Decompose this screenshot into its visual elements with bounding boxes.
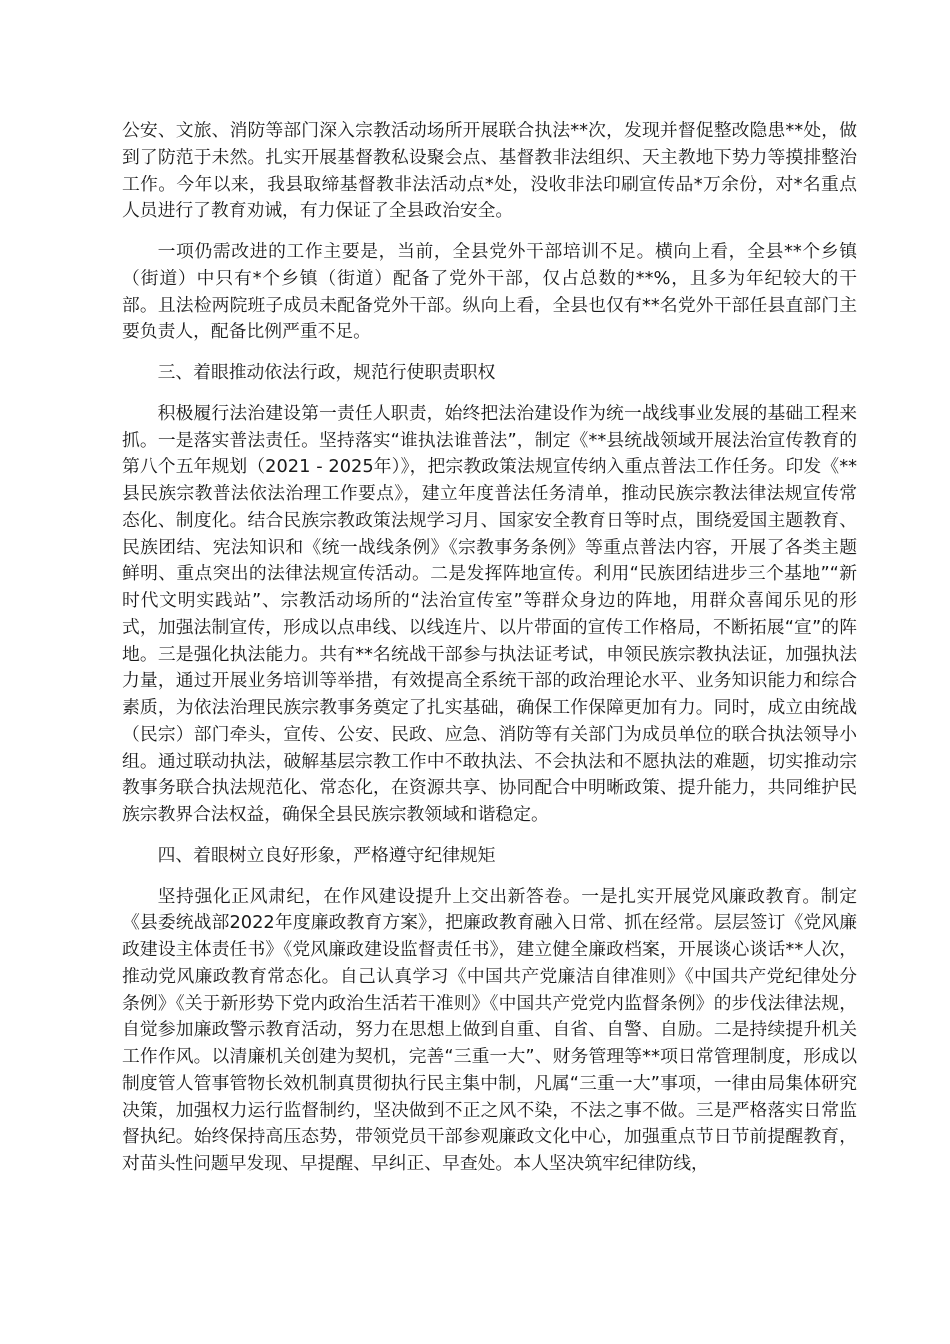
section-heading: 三、着眼推动依法行政，规范行使职责职权 — [157, 362, 496, 383]
body-paragraph: 一项仍需改进的工作主要是，当前，全县党外干部培训不足。横向上看，全县**个乡镇（街道）中只有*个乡镇（街道）配备了党外干部，仅占总数的**%，且多为年纪较大的干部。且法检两院班子成员未配备党外干部。纵向上看，全县也仅有**名党外干部任县直部门主要负责人，配备比例严重不足。 — [122, 241, 857, 343]
section-heading: 四、着眼树立良好形象，严格遵守纪律规矩 — [157, 844, 496, 866]
body-paragraph: 公安、文旅、消防等部门深入宗教活动场所开展联合执法**次，发现并督促整改隐患**处，做到了防范于未然。扎实开展基督教私设聚会点、基督教非法组织、天主教地下势力等摸排整治工作。今年以来，我县取缔基督教非法活动点*处，没收非法印刷宣传品*万余份，对*名重点人员进行了教育劝诫，有力保证了全县政治安全。 — [122, 120, 857, 222]
body-paragraph: 积极履行法治建设第一责任人职责，始终把法治建设作为统一战线事业发展的基础工程来抓。一是落实普法责任。坚持落实“谁执法谁普法”，制定《**县统战领域开展法治宣传教育的第八个五年规划（2021 - 2025年）》，把宗教政策法规宣传纳入重点普法工作任务。印发《**县民族宗教普法依法治理工作要点》，建立年度普法任务清单，推动民族宗教法律法规宣传常态化、制度化。结合民族宗教政策法规学习月、国家安全教育日等时点，围绕爱国主题教育、民族团结、宪法知识和《统一战线条例》《宗教事务条例》等重点普法内容，开展了各类主题鲜明、重点突出的法律法规宣传活动。二是发挥阵地宣传。利用“民族团结进步三个基地”“新时代文明实践站”、宗教活动场所的“法治宣传室”等群众身边的阵地，用群众喜闻乐见的形式，加强法制宣传，形成以点串线、以线连片、以片带面的宣传工作格局，不断拓展“宣”的阵地。三是强化执法能力。共有**名统战干部参与执法证考试，申领民族宗教执法证，加强执法力量，通过开展业务培训等举措，有效提高全系统干部的政治理论水平、业务知识能力和综合素质，为依法治理民族宗教事务奠定了扎实基础，确保工作保障更加有力。同时，成立由统战（民宗）部门牵头，宣传、公安、民政、应急、消防等有关部门为成员单位的联合执法领导小组。通过联动执法，破解基层宗教工作中不敢执法、不会执法和不愿执法的难题，切实推动宗教事务联合执法规范化、常态化，在资源共享、协同配合中明晰政策、提升能力，共同维护民族宗教界合法权益，确保全县民族宗教领域和谐稳定。 — [122, 402, 857, 825]
document-page — [122, 118, 857, 1192]
body-paragraph: 坚持强化正风肃纪，在作风建设提升上交出新答卷。一是扎实开展党风廉政教育。制定《县委统战部2022年度廉政教育方案》，把廉政教育融入日常、抓在经常。层层签订《党风廉政建设主体责任书》《党风廉政建设监督责任书》，建立健全廉政档案，开展谈心谈话**人次，推动党风廉政教育常态化。自己认真学习《中国共产党廉洁自律准则》《中国共产党纪律处分条例》《关于新形势下党内政治生活若干准则》《中国共产党党内监督条例》的步伐法律法规，自觉参加廉政警示教育活动，努力在思想上做到自重、自省、自警、自励。二是持续提升机关工作作风。以清廉机关创建为契机，完善“三重一大”、财务管理等**项日常管理制度，形成以制度管人管事管物长效机制真贯彻执行民主集中制，凡属“三重一大”事项，一律由局集体研究决策，加强权力运行监督制约，坚决做到不正之风不染，不法之事不做。三是严格落实日常监督执纪。始终保持高压态势，带领党员干部参观廉政文化中心，加强重点节日节前提醒教育，对苗头性问题早发现、早提醒、早纠正、早查处。本人坚决筑牢纪律防线， — [122, 885, 857, 1174]
